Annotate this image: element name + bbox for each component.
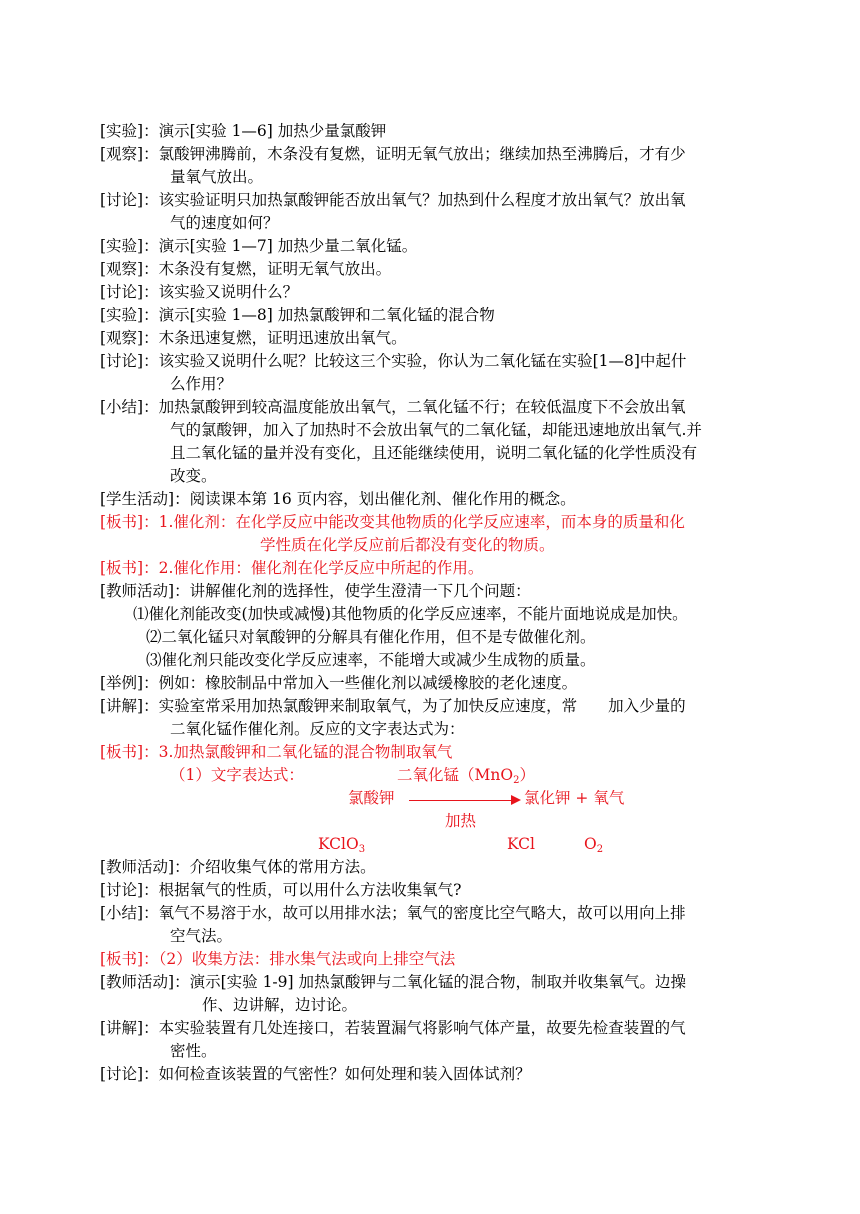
explanation-2-cont: 密性。 [170,1042,217,1060]
discussion-3: [讨论]：该实验又说明什么呢？比较这三个实验，你认为二氧化锰在实验[1—8]中起什 [100,352,687,370]
experiment-1-8: [实验]：演示[实验 1—8] 加热氯酸钾和二氧化锰的混合物 [100,306,495,324]
student-activity: [学生活动]：阅读课本第 16 页内容，划出催化剂、催化作用的概念。 [100,490,576,508]
observation-1-6: [观察]：氯酸钾沸腾前，木条没有复燃，证明无氧气放出；继续加热至沸腾后，才有少 [100,145,686,163]
equation-arrow-line [409,800,514,801]
discussion-1: [讨论]：该实验证明只加热氯酸钾能否放出氧气？加热到什么程度才放出氧气？放出氧 [100,191,686,209]
discussion-2: [讨论]：该实验又说明什么？ [100,283,299,301]
equation-label: （1）文字表达式： [170,766,304,784]
experiment-1-7: [实验]：演示[实验 1—7] 加热少量二氧化锰。 [100,237,418,255]
board-note-catalyst: [板书]：1.催化剂：在化学反应中能改变其他物质的化学反应速率，而本身的质量和化 [100,513,685,531]
experiment-1-6: [实验]：演示[实验 1—6] 加热少量氯酸钾 [100,122,387,140]
equation-reactant: 氯酸钾 [348,789,395,807]
summary-1-cont-a: 气的氯酸钾，加入了加热时不会放出氧气的二氧化锰，却能迅速地放出氧气.并 [170,421,702,439]
teacher-activity-2: [教师活动]：介绍收集气体的常用方法。 [100,858,376,876]
explanation-1: [讲解]：实验室常采用加热氯酸钾来制取氧气，为了加快反应速度，常 加入少量的 [100,697,686,715]
formula-product-kcl: KCl [507,835,535,853]
summary-1: [小结]：加热氯酸钾到较高温度能放出氧气，二氧化锰不行；在较低温度下不会放出氧 [100,398,686,416]
discussion-5: [讨论]：如何检查该装置的气密性？如何处理和装入固体试剂？ [100,1065,531,1083]
observation-1-6-cont: 量氧气放出。 [170,168,264,186]
board-note-catalyst-cont: 学性质在化学反应前后都没有变化的物质。 [260,536,555,554]
formula-reactant: KClO$_3$ [318,835,366,855]
equation-products: 氯化钾 + 氧气 [524,789,625,807]
discussion-4: [讨论]：根据氧气的性质，可以用什么方法收集氧气? [100,881,462,899]
equation-condition: 加热 [445,812,477,830]
discussion-3-cont: 么作用？ [170,375,233,393]
observation-1-7: [观察]：木条没有复燃，证明无氧气放出。 [100,260,392,278]
discussion-1-cont: 气的速度如何？ [170,214,279,232]
summary-2: [小结]：氧气不易溶于水，故可以用排水法；氧气的密度比空气略大，故可以用向上排 [100,904,686,922]
point-2: ⑵二氧化锰只对氧酸钾的分解具有催化作用，但不是专做催化剂。 [146,628,596,646]
observation-1-8: [观察]：木条迅速复燃，证明迅速放出氧气。 [100,329,407,347]
summary-2-cont: 空气法。 [170,927,233,945]
board-note-catalysis: [板书]：2.催化作用：催化剂在化学反应中所起的作用。 [100,559,484,577]
board-note-method: [板书]：3.加热氯酸钾和二氧化锰的混合物制取氧气 [100,743,453,761]
explanation-1-cont: 二氧化锰作催化剂。反应的文字表达式为： [170,720,465,738]
point-3: ⑶催化剂只能改变化学反应速率，不能增大或减少生成物的质量。 [146,651,596,669]
equation-arrow-icon [511,795,521,805]
equation-catalyst: 二氧化锰（MnO$_2$） [397,766,535,786]
example: [举例]：例如：橡胶制品中常加入一些催化剂以减缓橡胶的老化速度。 [100,674,578,692]
point-1: ⑴催化剂能改变(加快或减慢)其他物质的化学反应速率，不能片面地说成是加快。 [133,605,688,623]
summary-1-cont-b: 且二氧化锰的量并没有变化，且还能继续使用，说明二氧化锰的化学性质没有 [170,444,698,462]
teacher-activity-1: [教师活动]：讲解催化剂的选择性，使学生澄清一下几个问题： [100,582,531,600]
teacher-activity-3-cont: 作、边讲解，边讨论。 [202,996,358,1014]
formula-product-o2: $O_2$ [584,835,604,855]
explanation-2: [讲解]：本实验装置有几处连接口，若装置漏气将影响气体产量，故要先检查装置的气 [100,1019,686,1037]
summary-1-cont-c: 改变。 [170,467,217,485]
teacher-activity-3: [教师活动]：演示[实验 1-9] 加热氯酸钾与二氧化锰的混合物，制取并收集氧气。边操 [100,973,687,991]
board-note-collection: [板书]：（2）收集方法：排水集气法或向上排空气法 [100,950,456,968]
